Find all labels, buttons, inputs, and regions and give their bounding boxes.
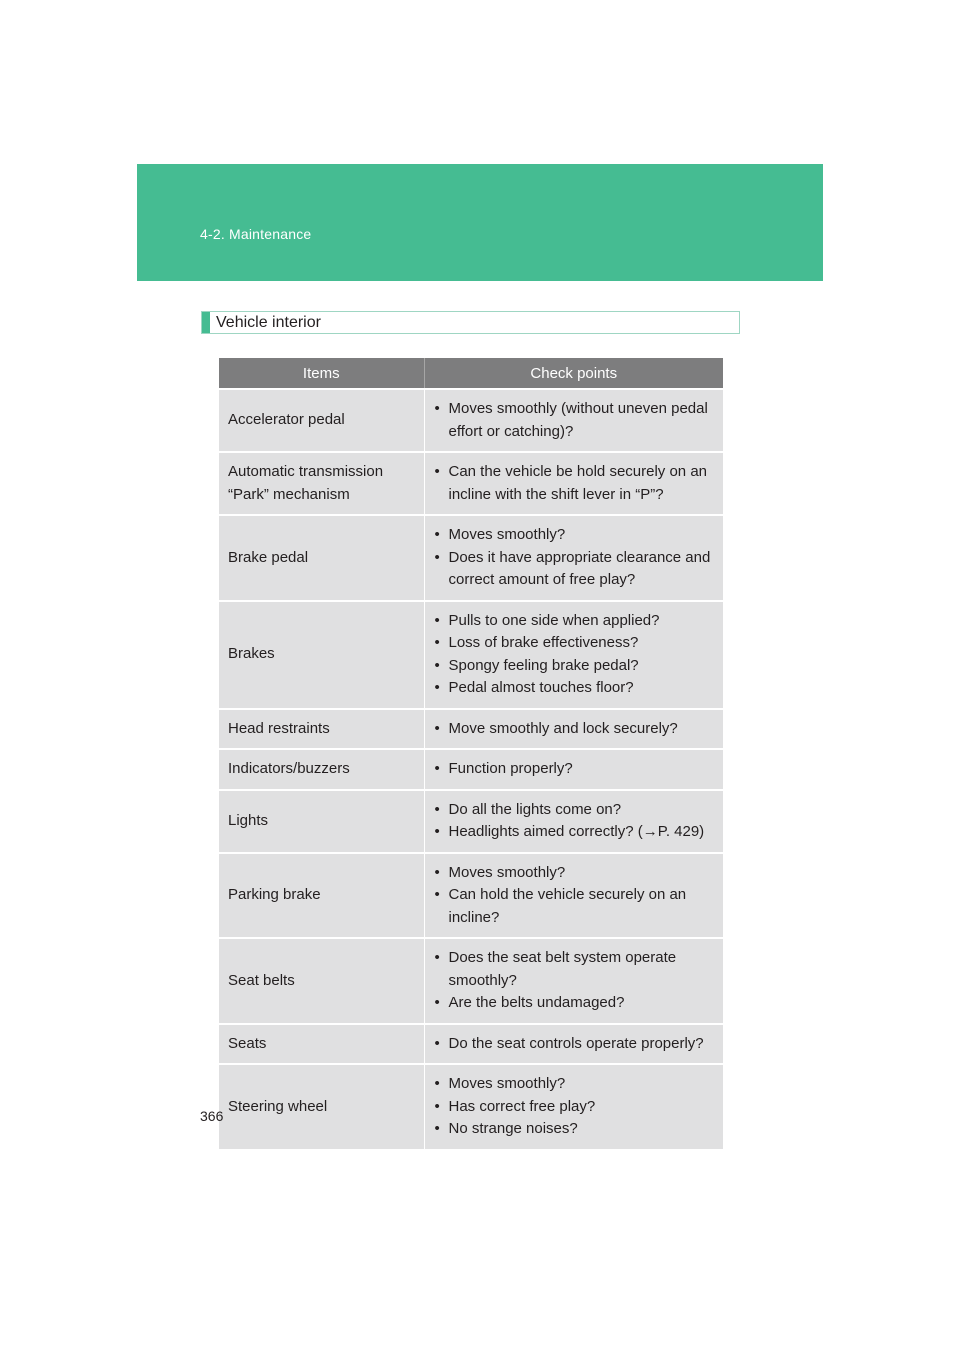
check-point: • Moves smoothly? <box>433 524 715 547</box>
item-label: Accelerator pedal <box>228 411 345 429</box>
check-points-list <box>433 610 715 700</box>
check-points-cell <box>424 1024 723 1065</box>
table-row <box>219 853 723 939</box>
check-points-list <box>433 398 715 443</box>
check-points-cell <box>424 601 723 709</box>
page-number: 366 <box>200 1108 224 1124</box>
table-row <box>219 515 723 601</box>
table-header-row <box>219 358 723 389</box>
item-label: Lights <box>228 811 269 829</box>
table-row <box>219 601 723 709</box>
item-label: Seat belts <box>228 971 295 989</box>
table-row <box>219 938 723 1024</box>
check-point: • Headlights aimed correctly? (→P. 429) <box>433 821 715 844</box>
header-items: Items <box>219 358 424 389</box>
check-point: • Pedal almost touches floor? <box>433 677 715 700</box>
check-points-cell <box>424 790 723 853</box>
table-row <box>219 1064 723 1149</box>
check-point: • Move smoothly and lock securely? <box>433 718 715 741</box>
item-label: Brakes <box>228 645 275 663</box>
item-label: Automatic transmission <box>228 463 384 480</box>
table-row <box>219 790 723 853</box>
check-point: • Spongy feeling brake pedal? <box>433 655 715 678</box>
section-title: Vehicle interior <box>216 314 321 331</box>
item-cell <box>219 601 424 709</box>
item-label: Seats <box>228 1034 267 1052</box>
check-points-list <box>433 947 715 1015</box>
check-points-cell <box>424 749 723 790</box>
check-point: • Moves smoothly (without uneven pedal effort or catching)? <box>433 398 715 443</box>
check-table <box>219 358 723 1149</box>
item-label: “Park” mechanism <box>228 485 350 503</box>
header-check-points: Check points <box>424 358 723 389</box>
check-point: • Function properly? <box>433 758 715 781</box>
check-points-cell <box>424 1064 723 1149</box>
title-accent-bar <box>202 312 210 333</box>
table-row <box>219 389 723 452</box>
check-point: • Has correct free play? <box>433 1096 715 1119</box>
table-row <box>219 749 723 790</box>
check-point: • Pulls to one side when applied? <box>433 610 715 633</box>
table-row <box>219 709 723 750</box>
item-cell <box>219 389 424 452</box>
item-label: Brake pedal <box>228 548 309 566</box>
item-cell <box>219 790 424 853</box>
check-points-list <box>433 862 715 930</box>
check-point: • Can hold the vehicle securely on an incline? <box>433 884 715 929</box>
table-row <box>219 1024 723 1065</box>
check-point: • Does the seat belt system operate smoothly? <box>433 947 715 992</box>
check-points-list <box>433 799 715 844</box>
check-point: • Are the belts undamaged? <box>433 992 715 1015</box>
check-points-cell <box>424 853 723 939</box>
item-label: Indicators/buzzers <box>228 760 350 777</box>
check-point: • Moves smoothly? <box>433 1073 715 1096</box>
check-point: • Can the vehicle be hold securely on an incline with the shift lever in “P”? <box>433 461 715 506</box>
check-points-list <box>433 524 715 592</box>
item-label: Parking brake <box>228 886 321 903</box>
item-label: Head restraints <box>228 719 330 737</box>
check-points-cell <box>424 938 723 1024</box>
table-row <box>219 452 723 515</box>
check-points-list <box>433 718 715 741</box>
check-point: • Moves smoothly? <box>433 862 715 885</box>
check-points-list <box>433 1073 715 1141</box>
item-cell <box>219 515 424 601</box>
item-cell <box>219 938 424 1024</box>
check-points-cell <box>424 515 723 601</box>
section-title-box <box>201 311 740 334</box>
check-point: • Do all the lights come on? <box>433 799 715 822</box>
check-point: • No strange noises? <box>433 1118 715 1141</box>
check-points-list <box>433 1033 715 1056</box>
item-cell <box>219 452 424 515</box>
chapter-header-band <box>137 164 823 281</box>
item-cell <box>219 1024 424 1065</box>
item-cell <box>219 709 424 750</box>
check-points-list <box>433 461 715 506</box>
check-points-cell <box>424 389 723 452</box>
check-point: • Do the seat controls operate properly? <box>433 1033 715 1056</box>
check-points-cell <box>424 452 723 515</box>
item-cell <box>219 749 424 790</box>
check-points-list <box>433 758 715 781</box>
item-label: Steering wheel <box>228 1097 328 1115</box>
item-cell <box>219 1064 424 1149</box>
check-points-cell <box>424 709 723 750</box>
check-point: • Does it have appropriate clearance and correct amount of free play? <box>433 547 715 592</box>
section-label: 4-2. Maintenance <box>200 226 312 242</box>
item-cell <box>219 853 424 939</box>
check-point: • Loss of brake effectiveness? <box>433 632 715 655</box>
